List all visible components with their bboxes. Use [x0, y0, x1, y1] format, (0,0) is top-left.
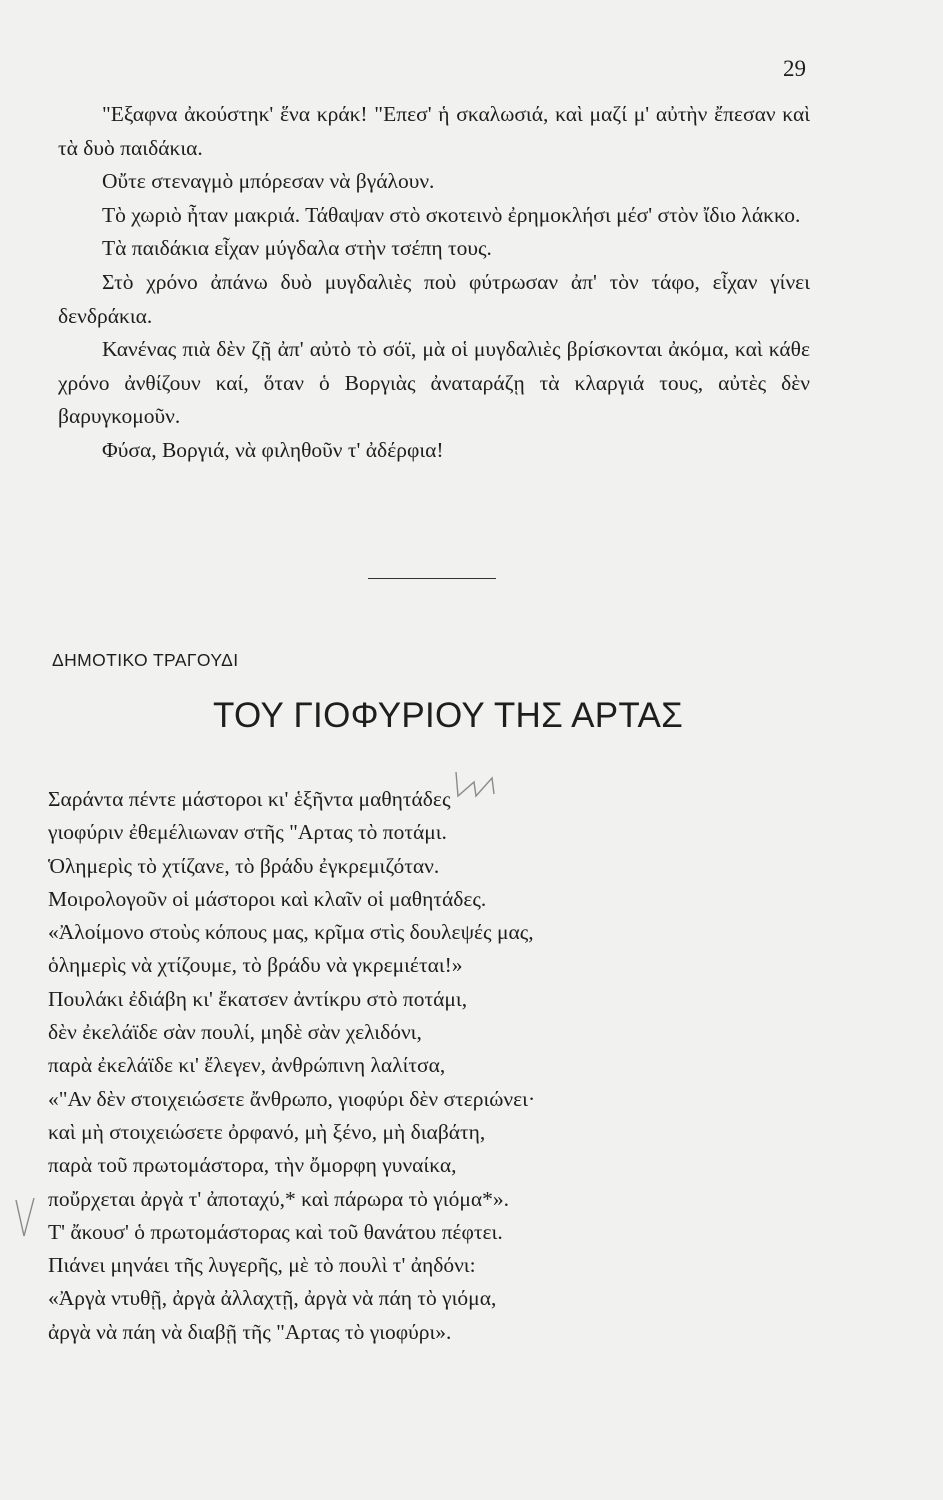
- prose-paragraph: "Εξαφνα ἀκούστηκ' ἕνα κράκ! "Επεσ' ἡ σκαλωσιά, καὶ μαζί μ' αὐτὴν ἔπεσαν καὶ τὰ δυὸ παιδάκια.: [58, 102, 810, 160]
- poem-line: «"Αν δὲν στοιχειώσετε ἄνθρωπο, γιοφύρι δὲν στεριώνει·: [48, 1086, 536, 1111]
- poem-line: Ὁλημερὶς τὸ χτίζανε, τὸ βράδυ ἐγκρεμιζόταν.: [48, 853, 440, 878]
- prose-paragraph: Κανένας πιὰ δὲν ζῇ ἀπ' αὐτὸ τὸ σόϊ, μὰ οἱ μυγδαλιὲς βρίσκονται ἀκόμα, καὶ κάθε χρόνο ἀνθίζουν καί, ὅταν ὁ Βοργιὰς ἀναταράζῃ τὰ κλαργιά τους, αὐτὲς δὲν βαρυγκομοῦν.: [58, 337, 810, 429]
- poem-line: παρὰ τοῦ πρωτομάστορα, τὴν ὄμορφη γυναίκα,: [48, 1153, 457, 1178]
- poem-line: καὶ μὴ στοιχειώσετε ὀρφανό, μὴ ξένο, μὴ διαβάτη,: [48, 1119, 486, 1144]
- section-divider: [368, 578, 496, 579]
- poem-line: ὁλημερὶς νὰ χτίζουμε, τὸ βράδυ νὰ γκρεμιέται!»: [48, 953, 463, 978]
- poem-line: ἀργὰ νὰ πάη νὰ διαβῇ τῆς "Αρτας τὸ γιοφύρι».: [48, 1319, 452, 1344]
- margin-mark: [12, 1196, 40, 1242]
- poem-line: Πουλάκι ἐδιάβη κι' ἔκατσεν ἀντίκρυ στὸ ποτάμι,: [48, 986, 468, 1011]
- poem-line: Μοιρολογοῦν οἱ μάστοροι καὶ κλαῖν οἱ μαθητάδες.: [48, 886, 487, 911]
- page-number: 29: [783, 56, 806, 81]
- poem-line: ποὔρχεται ἀργὰ τ' ἀποταχύ,* καὶ πάρωρα τὸ γιόμα*».: [48, 1186, 510, 1211]
- prose-paragraph: Τὰ παιδάκια εἶχαν μύγδαλα στὴν τσέπη τους.: [102, 236, 492, 261]
- poem-line: «Ἀλοίμονο στοὺς κόπους μας, κρῖμα στὶς δουλεψές μας,: [48, 920, 534, 945]
- section-label: ΔΗΜΟΤΙΚΟ ΤΡΑΓΟΥΔΙ: [52, 650, 239, 670]
- poem-line: δὲν ἐκελάϊδε σὰν πουλί, μηδὲ σὰν χελιδόνι,: [48, 1020, 422, 1045]
- prose-block: [58, 98, 810, 468]
- poem-line: Τ' ἄκουσ' ὁ πρωτομάστορας καὶ τοῦ θανάτου πέφτει.: [48, 1219, 503, 1244]
- prose-paragraph: Τὸ χωριὸ ἦταν μακριά. Τάθαψαν στὸ σκοτεινὸ ἐρημοκλήσι μέσ' στὸν ἴδιο λάκκο.: [102, 202, 801, 227]
- poem-title: ΤΟΥ ΓΙΟΦΥΡΙΟΥ ΤΗΣ ΑΡΤΑΣ: [213, 696, 684, 735]
- poem-line: Σαράντα πέντε μάστοροι κι' ἑξῆντα μαθητάδες: [48, 787, 451, 811]
- poem-line: γιοφύριν ἐθεμέλιωναν στῆς "Αρτας τὸ ποτάμι.: [48, 820, 447, 845]
- prose-paragraph: Στὸ χρόνο ἀπάνω δυὸ μυγδαλιὲς ποὺ φύτρωσαν ἀπ' τὸν τάφο, εἶχαν γίνει δενδράκια.: [58, 269, 810, 328]
- prose-paragraph: Οὔτε στεναγμὸ μπόρεσαν νὰ βγάλουν.: [102, 169, 435, 194]
- prose-paragraph: Φύσα, Βοργιά, νὰ φιληθοῦν τ' ἀδέρφια!: [102, 437, 444, 462]
- poem-line: παρὰ ἐκελάϊδε κι' ἔλεγεν, ἀνθρώπινη λαλίτσα,: [48, 1053, 446, 1078]
- pencil-mark: [448, 768, 518, 802]
- poem-line: «Ἀργὰ ντυθῇ, ἀργὰ ἀλλαχτῇ, ἀργὰ νὰ πάη τὸ γιόμα,: [48, 1286, 497, 1311]
- poem-line: Πιάνει μηνάει τῆς λυγερῆς, μὲ τὸ πουλὶ τ' ἀηδόνι:: [48, 1253, 476, 1278]
- poem-block: [48, 783, 808, 1349]
